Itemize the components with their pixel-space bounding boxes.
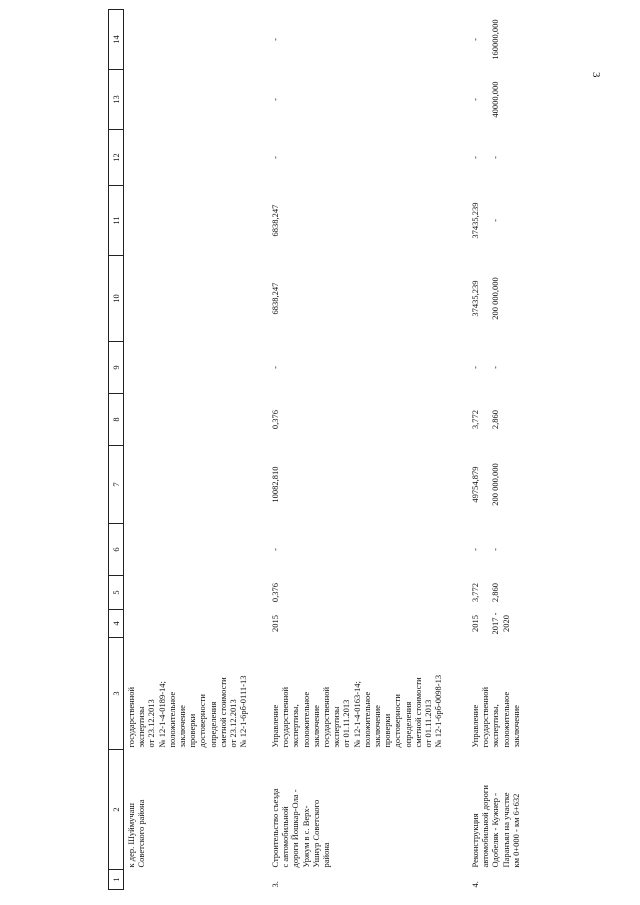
cell xyxy=(124,524,269,576)
column-header: 1 xyxy=(109,870,124,890)
column-header: 8 xyxy=(109,394,124,446)
cell xyxy=(124,394,269,446)
cell: 2015 xyxy=(270,615,280,632)
cell xyxy=(124,186,269,256)
column-header: 14 xyxy=(109,10,124,70)
cell: - 40000,000 xyxy=(470,81,501,118)
column-header: 3 xyxy=(109,638,124,750)
cell: 6838,247 xyxy=(270,282,280,315)
cell: 3,772 2,860 xyxy=(470,409,501,430)
column-header: 13 xyxy=(109,70,124,130)
cell: 37435,239 - xyxy=(470,202,501,239)
header-row xyxy=(109,10,124,890)
cell-expertise: государственной экспертизы от 23.12.2013 № 12-1-4-0189-14; положительное заключение проверки достоверности определения сметной стоимости от 23.12.2013 № 12-1-6рб-0111-13 xyxy=(126,675,249,748)
column-header: 7 xyxy=(109,446,124,524)
cell xyxy=(124,130,269,186)
cell xyxy=(124,342,269,394)
cell-object-name: Строительство съезда с автомобильной дороги Йошкар-Ола - Уржум в с. Верх- Ушнур Советского района xyxy=(270,788,332,868)
cell: - xyxy=(270,548,280,551)
cell: 49754,879 200 000,000 xyxy=(470,463,501,506)
cell xyxy=(124,256,269,342)
cell: 10082,810 xyxy=(270,466,280,503)
cell: - xyxy=(270,38,280,41)
cell: 3,772 2,860 xyxy=(470,582,501,603)
cell: 0,376 xyxy=(270,582,280,603)
cell-number xyxy=(124,870,269,890)
rotated-table-sheet xyxy=(108,19,588,890)
cell-object-name: к дер. Шуймучаш Советского района xyxy=(126,799,147,868)
cell-number: 3. xyxy=(270,881,280,888)
column-header: 2 xyxy=(109,750,124,870)
column-header: 9 xyxy=(109,342,124,394)
cell xyxy=(124,610,269,638)
cell: 0,376 xyxy=(270,409,280,430)
cell-object-name: Реконструкция автомобильной дороги Одобеляк - Кужнер - Паранъял на участке км 0+000 - км 6+632 xyxy=(470,785,521,868)
cell xyxy=(124,10,269,70)
table-row xyxy=(268,10,468,890)
cell xyxy=(124,446,269,524)
column-header: 6 xyxy=(109,524,124,576)
data-table xyxy=(108,9,521,890)
cell: - - xyxy=(470,548,501,551)
column-header: 10 xyxy=(109,256,124,342)
page-number: 3 xyxy=(590,72,602,78)
cell-expertise: Управление государственной экспертизы, положительное заключение государственной экспертизы от 01.11.2013 № 12-1-4-0163-14; положительное заключение проверки достоверности определения сметной стоимости от 01.11.2013 № 12-1-6рб-0098-13 xyxy=(270,674,444,748)
cell: 37435,239 200 000,000 xyxy=(470,277,501,320)
table-row xyxy=(124,10,269,890)
cell: - - xyxy=(470,156,501,159)
cell: 2015 2017 - 2020 xyxy=(470,612,511,635)
cell xyxy=(124,70,269,130)
cell: - - xyxy=(470,366,501,369)
column-header: 12 xyxy=(109,130,124,186)
cell: - 160000,000 xyxy=(470,19,501,60)
column-header: 11 xyxy=(109,186,124,256)
cell: 6838,247 xyxy=(270,204,280,237)
cell xyxy=(124,576,269,610)
cell-expertise: Управление государственной экспертизы, положительное заключение xyxy=(470,686,521,748)
cell: - xyxy=(270,98,280,101)
table-row xyxy=(468,10,521,890)
column-header: 5 xyxy=(109,576,124,610)
column-header: 4 xyxy=(109,610,124,638)
cell-number: 4. xyxy=(470,881,480,888)
cell: - xyxy=(270,156,280,159)
cell: - xyxy=(270,366,280,369)
